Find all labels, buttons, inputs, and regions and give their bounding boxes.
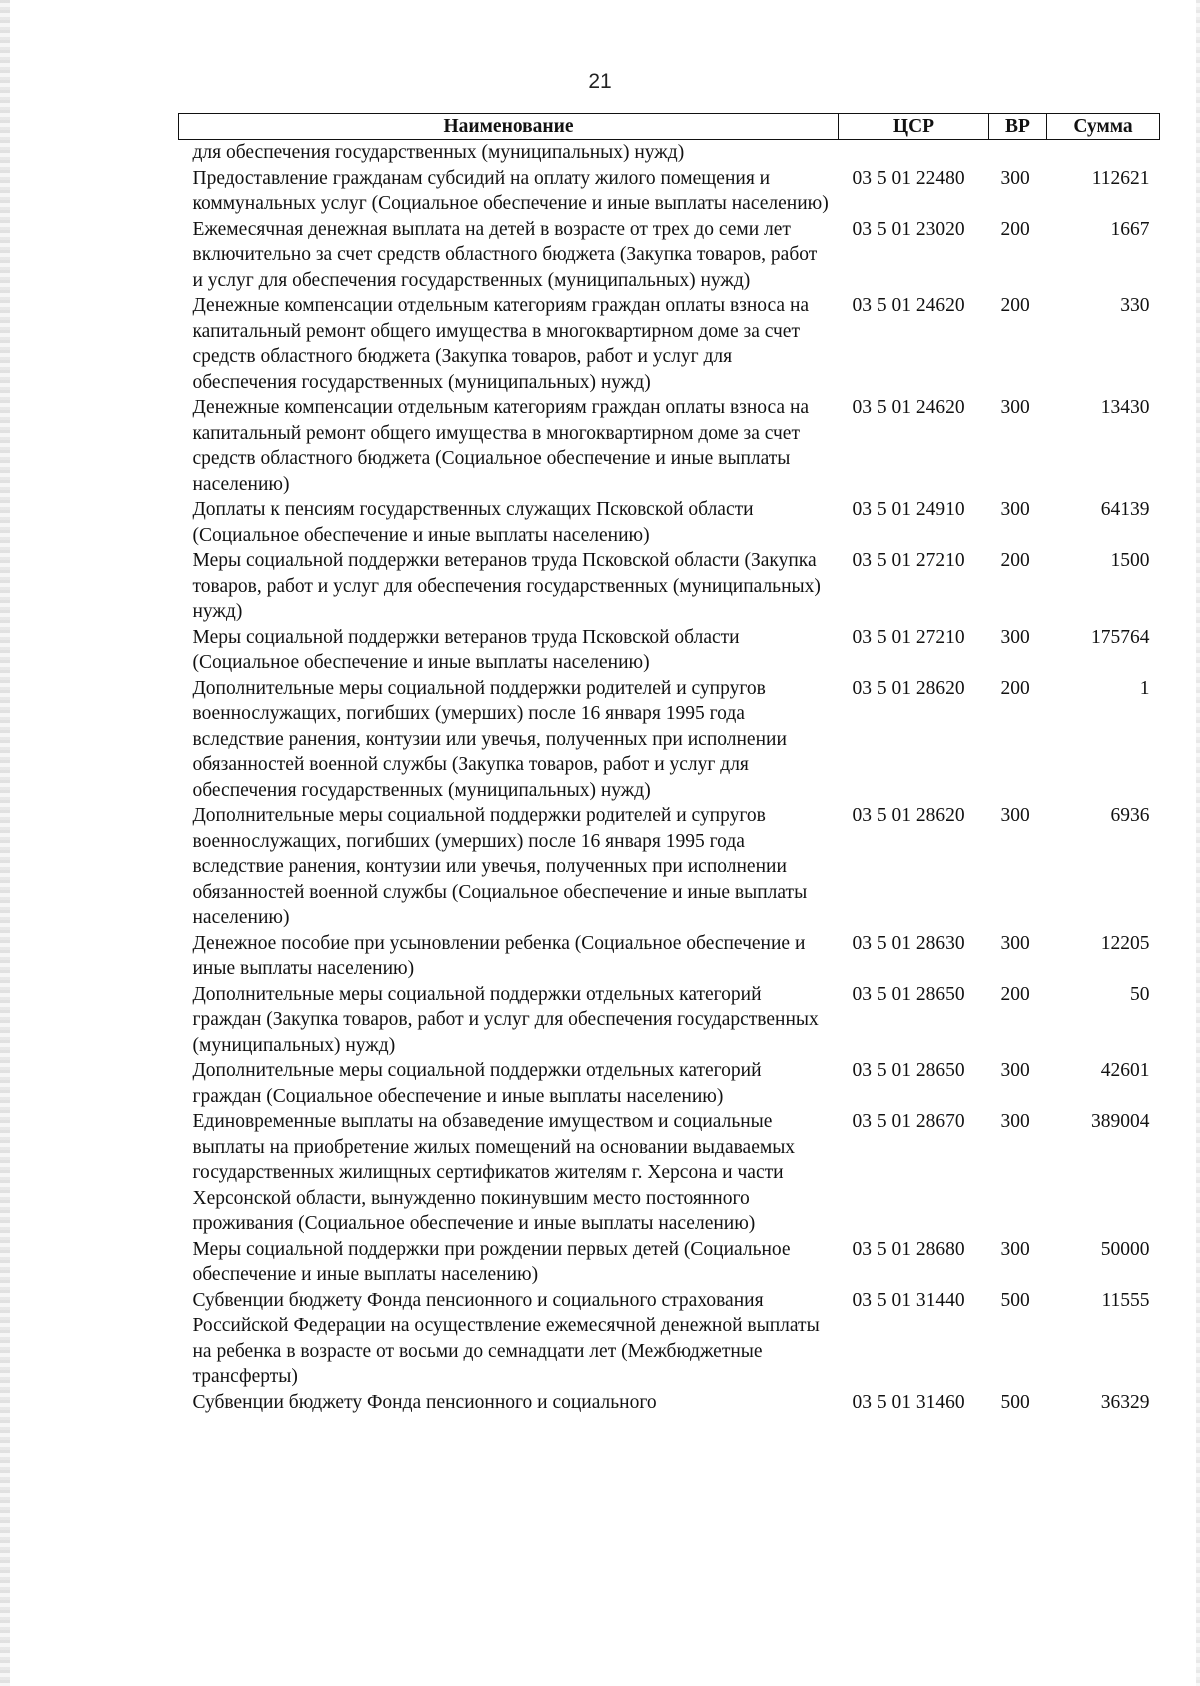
table-body bbox=[179, 140, 1160, 1416]
row-sum: 42601 bbox=[1100, 1060, 1150, 1081]
row-sum: 1500 bbox=[1110, 550, 1150, 571]
row-vr: 300 bbox=[1000, 397, 1030, 418]
row-vr: 300 bbox=[1000, 167, 1030, 189]
scan-right-edge bbox=[1196, 0, 1200, 1686]
header-vr: ВР bbox=[989, 114, 1047, 140]
row-csr: 03 5 01 28620 bbox=[852, 805, 965, 826]
row-csr: 03 5 01 27210 bbox=[852, 550, 965, 571]
row-sum: 389004 bbox=[1091, 1111, 1150, 1132]
row-vr: 500 bbox=[1000, 1391, 1030, 1413]
row-name: Дополнительные меры социальной поддержки родителей и супругов военнослужащих, погибших (умерших) после 16 января 1995 года вследствие ранения, контузии или увечья, полученных при исполнении обязанностей военной службы (Социальное обеспечение и иные выплаты населению) bbox=[192, 805, 808, 928]
row-name: Субвенции бюджету Фонда пенсионного и социального страхования Российской Федерации на осуществление ежемесячной денежной выплаты на ребенка в возрасте от восьми до семнадцати лет (Межбюджетные трансферты) bbox=[192, 1289, 820, 1387]
row-sum: 175764 bbox=[1091, 626, 1150, 648]
row-sum: 64139 bbox=[1100, 499, 1150, 520]
row-csr: 03 5 01 23020 bbox=[852, 218, 965, 240]
row-name: Субвенции бюджету Фонда пенсионного и социального bbox=[192, 1391, 657, 1413]
row-name: Меры социальной поддержки ветеранов труда Псковской области (Социальное обеспечение и иные выплаты населению) bbox=[192, 626, 740, 673]
continuation-text: для обеспечения государственных (муниципальных) нужд) bbox=[192, 142, 685, 163]
table-row bbox=[179, 676, 1160, 804]
row-name: Дополнительные меры социальной поддержки отдельных категорий граждан (Социальное обеспечение и иные выплаты населению) bbox=[192, 1060, 762, 1107]
row-name: Ежемесячная денежная выплата на детей в возрасте от трех до семи лет включительно за счет средств областного бюджета (Закупка товаров, работ и услуг для обеспечения государственных (муниципальных) нужд) bbox=[192, 218, 818, 291]
row-sum: 1667 bbox=[1110, 218, 1150, 240]
row-csr: 03 5 01 24620 bbox=[852, 397, 965, 418]
row-csr: 03 5 01 24620 bbox=[852, 295, 965, 316]
row-name: Денежные компенсации отдельным категориям граждан оплаты взноса на капитальный ремонт общего имущества в многоквартирном доме за счет средств областного бюджета (Социальное обеспечение и иные выплаты населению) bbox=[192, 397, 810, 495]
table-row bbox=[179, 803, 1160, 931]
row-vr: 300 bbox=[1000, 805, 1030, 826]
row-name: Денежные компенсации отдельным категориям граждан оплаты взноса на капитальный ремонт общего имущества в многоквартирном доме за счет средств областного бюджета (Закупка товаров, работ и услуг для обеспечения государственных (муниципальных) нужд) bbox=[192, 295, 810, 393]
table-row bbox=[179, 497, 1160, 548]
row-name: Денежное пособие при усыновлении ребенка (Социальное обеспечение и иные выплаты населению) bbox=[192, 932, 806, 979]
row-vr: 200 bbox=[1000, 677, 1030, 699]
row-name: Предоставление гражданам субсидий на оплату жилого помещения и коммунальных услуг (Социальное обеспечение и иные выплаты населению) bbox=[192, 167, 829, 214]
row-vr: 300 bbox=[1000, 1238, 1030, 1260]
row-csr: 03 5 01 28630 bbox=[852, 932, 965, 954]
table-row bbox=[179, 1237, 1160, 1288]
row-csr: 03 5 01 27210 bbox=[852, 626, 965, 648]
row-sum: 1 bbox=[1139, 677, 1150, 699]
table-row bbox=[179, 1390, 1160, 1416]
row-name: Меры социальной поддержки при рождении первых детей (Социальное обеспечение и иные выплаты населению) bbox=[192, 1238, 791, 1285]
row-csr: 03 5 01 28620 bbox=[852, 677, 965, 699]
row-vr: 500 bbox=[1000, 1289, 1030, 1311]
row-vr: 200 bbox=[1000, 983, 1030, 1005]
row-csr: 03 5 01 28650 bbox=[852, 983, 965, 1005]
row-vr: 200 bbox=[1000, 550, 1030, 571]
row-sum: 12205 bbox=[1100, 932, 1150, 954]
row-name: Единовременные выплаты на обзаведение имуществом и социальные выплаты на приобретение жилых помещений на основании выдаваемых государственных жилищных сертификатов жителям г. Херсона и части Херсонской области, вынужденно покинувшим место постоянного проживания (Социальное обеспечение и иные выплаты населению) bbox=[192, 1111, 796, 1234]
row-sum: 36329 bbox=[1100, 1391, 1150, 1413]
row-sum: 330 bbox=[1120, 295, 1150, 316]
row-name: Дополнительные меры социальной поддержки родителей и супругов военнослужащих, погибших (умерших) после 16 января 1995 года вследствие ранения, контузии или увечья, полученных при исполнении обязанностей военной службы (Закупка товаров, работ и услуг для обеспечения государственных (муниципальных) нужд) bbox=[192, 677, 787, 801]
row-name: Доплаты к пенсиям государственных служащих Псковской области (Социальное обеспечение и иные выплаты населению) bbox=[192, 499, 754, 546]
continuation-row bbox=[179, 140, 1160, 166]
table-row bbox=[179, 548, 1160, 625]
row-sum: 50000 bbox=[1100, 1238, 1150, 1260]
table-row bbox=[179, 1288, 1160, 1390]
row-vr: 300 bbox=[1000, 626, 1030, 648]
budget-table bbox=[178, 113, 1160, 1415]
row-vr: 300 bbox=[1000, 1060, 1030, 1081]
row-csr: 03 5 01 31440 bbox=[852, 1289, 965, 1311]
row-csr: 03 5 01 28670 bbox=[852, 1111, 965, 1132]
table-header bbox=[179, 114, 1160, 140]
table-row bbox=[179, 1058, 1160, 1109]
row-csr: 03 5 01 28680 bbox=[852, 1238, 965, 1260]
page-number-text: 21 bbox=[588, 70, 612, 93]
table-row bbox=[179, 395, 1160, 497]
row-vr: 200 bbox=[1000, 218, 1030, 240]
row-name: Меры социальной поддержки ветеранов труда Псковской области (Закупка товаров, работ и услуг для обеспечения государственных (муниципальных) нужд) bbox=[192, 550, 821, 622]
row-vr: 300 bbox=[1000, 932, 1030, 954]
row-csr: 03 5 01 28650 bbox=[852, 1060, 965, 1081]
page-number bbox=[0, 70, 1200, 94]
table-row bbox=[179, 217, 1160, 294]
row-sum: 11555 bbox=[1101, 1289, 1150, 1311]
header-csr: ЦСР bbox=[839, 114, 989, 140]
table-row bbox=[179, 293, 1160, 395]
row-name: Дополнительные меры социальной поддержки отдельных категорий граждан (Закупка товаров, работ и услуг для обеспечения государственных (муниципальных) нужд) bbox=[192, 983, 819, 1056]
row-csr: 03 5 01 22480 bbox=[852, 167, 965, 189]
table-row bbox=[179, 1109, 1160, 1237]
row-vr: 300 bbox=[1000, 499, 1030, 520]
row-csr: 03 5 01 31460 bbox=[852, 1391, 965, 1413]
row-csr: 03 5 01 24910 bbox=[852, 499, 965, 520]
table-row bbox=[179, 931, 1160, 982]
header-sum: Сумма bbox=[1047, 114, 1160, 140]
table-row bbox=[179, 625, 1160, 676]
row-vr: 300 bbox=[1000, 1111, 1030, 1132]
row-sum: 112621 bbox=[1091, 167, 1150, 189]
table-row bbox=[179, 982, 1160, 1059]
row-sum: 50 bbox=[1130, 983, 1150, 1005]
header-name: Наименование bbox=[179, 114, 839, 140]
row-vr: 200 bbox=[1000, 295, 1030, 316]
table-row bbox=[179, 166, 1160, 217]
row-sum: 6936 bbox=[1110, 805, 1150, 826]
row-sum: 13430 bbox=[1100, 397, 1150, 418]
scan-left-edge bbox=[0, 0, 10, 1686]
